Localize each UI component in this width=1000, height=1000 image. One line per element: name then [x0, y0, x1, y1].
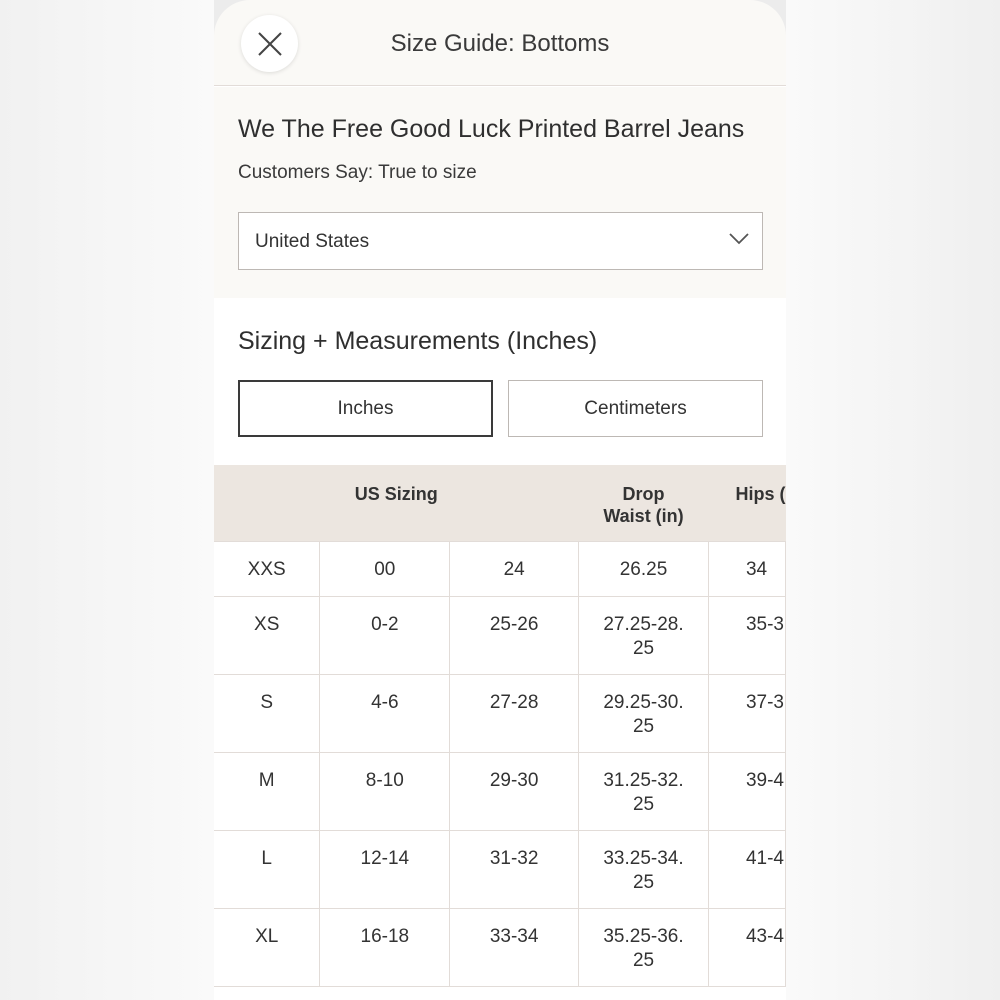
- product-section: [214, 87, 786, 298]
- table-row: [214, 830, 786, 908]
- cell-us: 16-18: [320, 908, 450, 986]
- cell-waist: 24: [450, 541, 579, 596]
- cell-size: M: [214, 752, 320, 830]
- cell-waist: 25-26: [450, 596, 579, 674]
- table-header-row: [214, 465, 786, 541]
- country-select-value: United States: [255, 231, 370, 252]
- modal-header: [214, 0, 786, 86]
- unit-inches-button[interactable]: Inches: [238, 380, 493, 437]
- cell-us: 12-14: [320, 830, 450, 908]
- size-guide-modal: [214, 0, 786, 1000]
- header-drop-waist: [579, 465, 709, 541]
- cell-drop-line2: 25: [632, 637, 655, 659]
- cell-drop-waist: [579, 541, 709, 596]
- cell-size: XL: [214, 908, 320, 986]
- cell-drop-waist: [579, 674, 709, 752]
- header-hips: Hips (: [708, 465, 785, 541]
- chevron-down-icon: [728, 232, 750, 246]
- cell-drop-waist: [579, 752, 709, 830]
- cell-drop-line2: 25: [632, 715, 655, 737]
- cell-drop-line2: 25: [632, 949, 655, 971]
- sizing-title: Sizing + Measurements (Inches): [238, 327, 598, 355]
- cell-us: 00: [320, 541, 450, 596]
- cell-hips: 43-4: [708, 908, 785, 986]
- header-drop-waist-line1: Drop: [622, 484, 665, 504]
- table-row: [214, 541, 786, 596]
- country-select[interactable]: [238, 212, 763, 270]
- cell-waist: 33-34: [450, 908, 579, 986]
- header-us-sizing: US Sizing: [214, 465, 579, 541]
- cell-hips: 35-3: [708, 596, 785, 674]
- cell-drop-line1: 35.25-36.: [603, 925, 684, 947]
- product-name: We The Free Good Luck Printed Barrel Jeans: [238, 115, 745, 143]
- cell-hips: 39-4: [708, 752, 785, 830]
- table-row: [214, 908, 786, 986]
- cell-waist: 27-28: [450, 674, 579, 752]
- cell-size: L: [214, 830, 320, 908]
- cell-size: XS: [214, 596, 320, 674]
- background-left: [0, 0, 214, 1000]
- modal-title: Size Guide: Bottoms: [390, 30, 610, 57]
- cell-drop-line2: 25: [632, 871, 655, 893]
- table-row: [214, 596, 786, 674]
- cell-waist: 29-30: [450, 752, 579, 830]
- cell-drop-line1: 33.25-34.: [603, 847, 684, 869]
- cell-hips: 41-4: [708, 830, 785, 908]
- cell-drop-line2: 25: [632, 793, 655, 815]
- cell-hips: 34: [708, 541, 785, 596]
- table-row: [214, 752, 786, 830]
- customers-say: Customers Say: True to size: [238, 162, 477, 183]
- cell-size: S: [214, 674, 320, 752]
- unit-centimeters-button[interactable]: Centimeters: [508, 380, 763, 437]
- table-row: [214, 674, 786, 752]
- cell-waist: 31-32: [450, 830, 579, 908]
- cell-drop-line1: 27.25-28.: [603, 613, 684, 635]
- size-table: [214, 465, 786, 987]
- cell-drop-line1: 26.25: [619, 558, 668, 580]
- cell-size: XXS: [214, 541, 320, 596]
- cell-drop-line1: 29.25-30.: [603, 691, 684, 713]
- background-right: [786, 0, 1000, 1000]
- cell-drop-waist: [579, 830, 709, 908]
- cell-drop-waist: [579, 908, 709, 986]
- cell-hips: 37-3: [708, 674, 785, 752]
- header-drop-waist-line2: Waist (in): [603, 506, 684, 526]
- cell-us: 0-2: [320, 596, 450, 674]
- cell-us: 4-6: [320, 674, 450, 752]
- cell-drop-waist: [579, 596, 709, 674]
- cell-drop-line1: 31.25-32.: [603, 769, 684, 791]
- cell-us: 8-10: [320, 752, 450, 830]
